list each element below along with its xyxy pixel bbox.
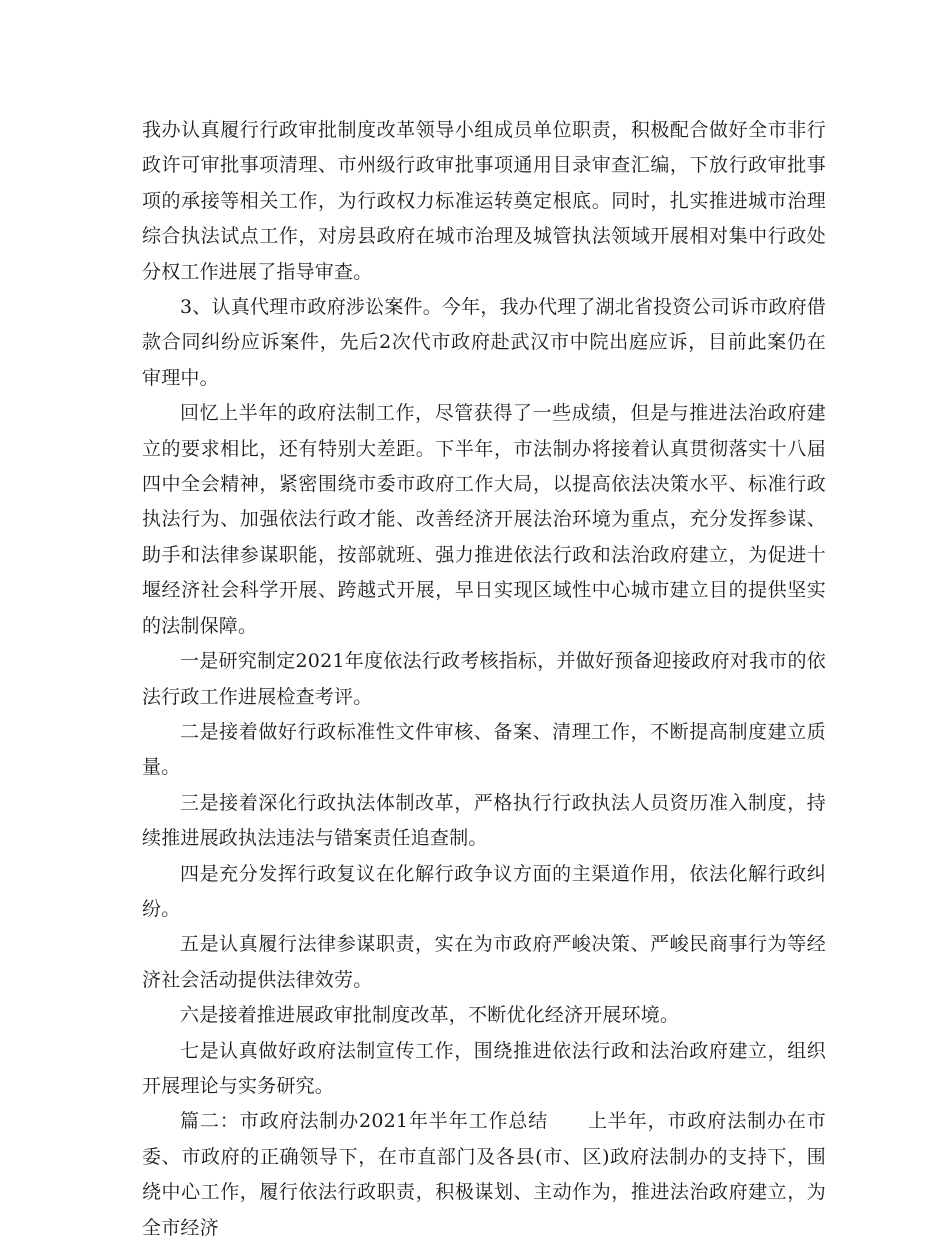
paragraph: 回忆上半年的政府法制工作，尽管获得了一些成绩，但是与推进法治政府建立的要求相比，还有特别大差距。下半年，市法制办将接着认真贯彻落实十八届四中全会精神，紧密围绕市委市政府工作大局，以提高依法决策水平、标准行政执法行为、加强依法行政才能、改善经济开展法治环境为重点，充分发挥参谋、助手和法律参谋职能，按部就班、强力推进依法行政和法治政府建立，为促进十堰经济社会科学开展、跨越式开展，早日实现区域性中心城市建立目的提供坚实的法制保障。 (142, 402, 826, 637)
paragraph: 一是研究制定2021年度依法行政考核指标，并做好预备迎接政府对我市的依法行政工作进展检查考评。 (142, 650, 826, 708)
paragraph: 六是接着推进展政审批制度改革，不断优化经济开展环境。 (180, 1004, 680, 1027)
paragraph: 我办认真履行行政审批制度改革领导小组成员单位职责，积极配合做好全市非行政许可审批事项清理、市州级行政审批事项通用目录审查汇编，下放行政审批事项的承接等相关工作，为行政权力标准运转奠定根底。同时，扎实推进城市治理综合执法试点工作，对房县政府在城市治理及城管执法领域开展相对集中行政处分权工作进展了指导审查。 (142, 119, 826, 283)
paragraph: 篇二：市政府法制办2021年半年工作总结 上半年，市政府法制办在市委、市政府的正确领导下，在市直部门及各县(市、区)政府法制办的支持下，围绕中心工作，履行依法行政职责，积极谋划、主动作为，推进法治政府建立，为全市经济 (142, 1110, 826, 1239)
paragraph: 3、认真代理市政府涉讼案件。今年，我办代理了湖北省投资公司诉市政府借款合同纠纷应诉案件，先后2次代市政府赴武汉市中院出庭应诉，目前此案仍在审理中。 (142, 296, 826, 389)
paragraph: 四是充分发挥行政复议在化解行政争议方面的主渠道作用，依法化解行政纠纷。 (142, 862, 826, 920)
paragraph: 三是接着深化行政执法体制改革，严格执行行政执法人员资历准入制度，持续推进展政执法违法与错案责任追查制。 (142, 791, 826, 850)
paragraph: 五是认真履行法律参谋职责，实在为市政府严峻决策、严峻民商事行为等经济社会活动提供法律效劳。 (142, 933, 826, 991)
paragraph: 二是接着做好行政标准性文件审核、备案、清理工作，不断提高制度建立质量。 (142, 720, 826, 779)
document-body (142, 113, 826, 1246)
paragraph: 七是认真做好政府法制宣传工作，围绕推进依法行政和法治政府建立，组织开展理论与实务研究。 (142, 1039, 826, 1097)
